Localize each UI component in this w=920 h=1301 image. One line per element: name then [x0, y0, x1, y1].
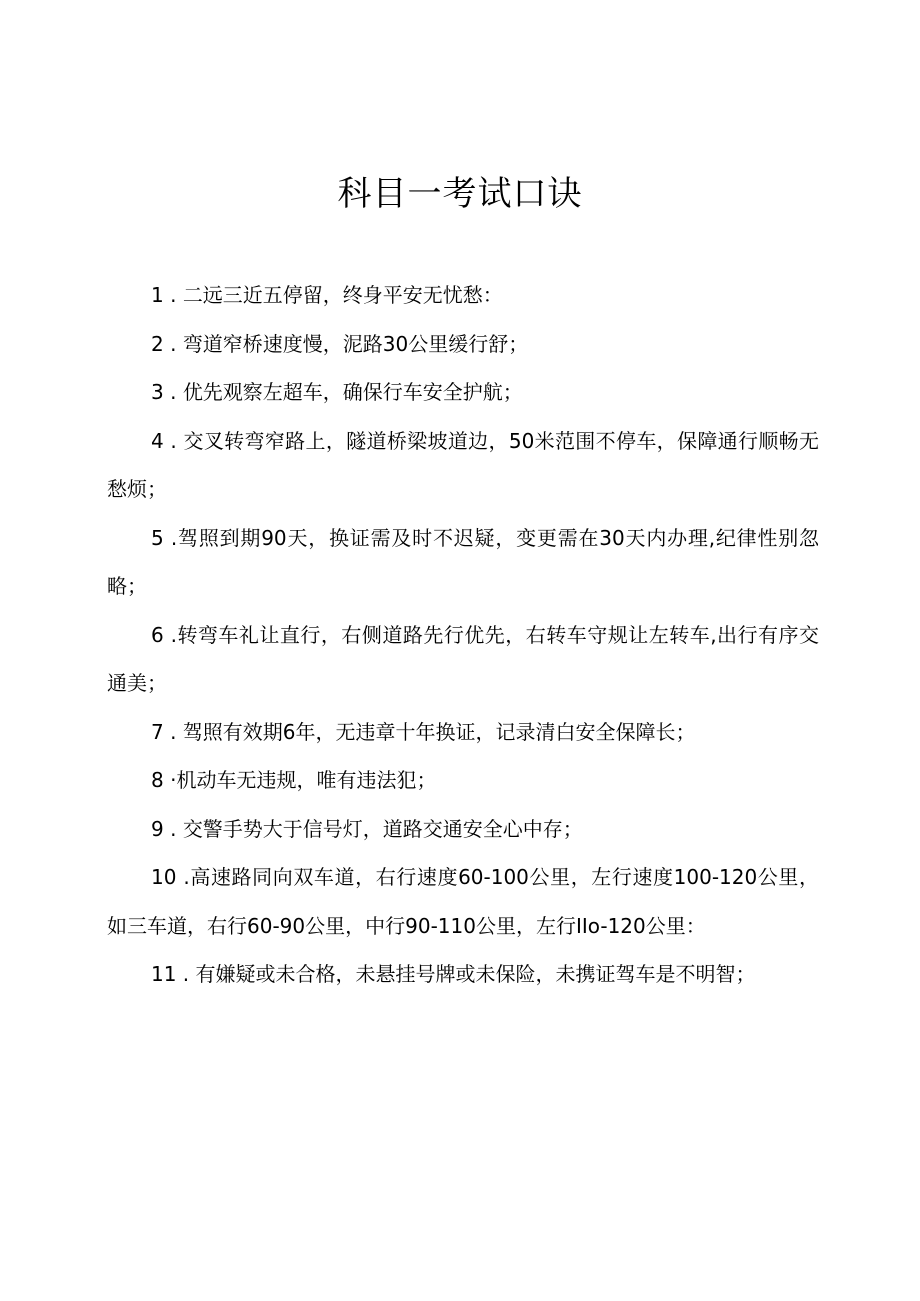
- document-title: 科目一考试口诀: [337, 174, 583, 214]
- list-item: 10 .高速路同向双车道，右行速度60-100公里，左行速度100-120公里，如三车道，右行60-90公里，中行90-110公里，左行IIo-120公里：: [107, 865, 819, 938]
- list-item: 2 . 弯道窄桥速度慢，泥路30公里缓行舒；: [151, 331, 529, 356]
- item-number: 8: [151, 768, 164, 792]
- list-item: 7 . 驾照有效期6年，无违章十年换证，记录清白安全保障长；: [151, 719, 696, 744]
- item-number: 7: [151, 719, 164, 744]
- item-number: 4: [151, 428, 164, 453]
- item-text: 机动车无违规，唯有违法犯；: [176, 768, 437, 792]
- item-number: 2: [151, 331, 164, 356]
- item-text: 转弯车礼让直行，右侧道路先行优先，右转车守规让左转车,出行有序交通美；: [107, 622, 820, 695]
- list-item: 3 . 优先观察左超车，确保行车安全护航；: [151, 380, 523, 404]
- item-text: 优先观察左超车，确保行车安全护航；: [182, 380, 523, 404]
- list-item: 6 .转弯车礼让直行，右侧道路先行优先，右转车守规让左转车,出行有序交通美；: [107, 622, 820, 695]
- item-text: 二远三近五停留，终身平安无忧愁：: [182, 283, 503, 307]
- item-number: 6: [151, 622, 164, 647]
- list-item: 9 . 交警手势大于信号灯，道路交通安全心中存；: [151, 816, 583, 841]
- list-item: 11 . 有嫌疑或未合格，未悬挂号牌或未保险，未携证驾车是不明智；: [151, 962, 756, 986]
- item-number: 9: [151, 816, 164, 841]
- item-text: 弯道窄桥速度慢，泥路30公里缓行舒；: [182, 331, 529, 356]
- mnemonic-list: [107, 271, 819, 999]
- item-number: 10: [151, 865, 177, 889]
- item-text: 驾照有效期6年，无违章十年换证，记录清白安全保障长；: [182, 719, 696, 744]
- item-number: 3: [151, 380, 164, 404]
- item-number: 5: [151, 525, 164, 550]
- item-text: 高速路同向双车道，右行速度60-100公里，左行速度100-120公里，如三车道，右行60-90公里，中行90-110公里，左行IIo-120公里：: [107, 865, 819, 938]
- item-text: 交警手势大于信号灯，道路交通安全心中存；: [182, 816, 583, 841]
- item-text: 有嫌疑或未合格，未悬挂号牌或未保险，未携证驾车是不明智；: [195, 962, 756, 986]
- list-item: 4 . 交叉转弯窄路上，隧道桥梁坡道边，50米范围不停车，保障通行顺畅无愁烦；: [107, 428, 819, 501]
- item-number: 11: [151, 962, 177, 986]
- list-item: 5 .驾照到期90天，换证需及时不迟疑，变更需在30天内办理,纪律性别忽略；: [107, 525, 819, 598]
- item-text: 交叉转弯窄路上，隧道桥梁坡道边，50米范围不停车，保障通行顺畅无愁烦；: [107, 428, 819, 501]
- item-text: 驾照到期90天，换证需及时不迟疑，变更需在30天内办理,纪律性别忽略；: [107, 525, 819, 598]
- list-item: 1 . 二远三近五停留，终身平安无忧愁：: [151, 283, 503, 307]
- item-number: 1: [151, 283, 164, 307]
- list-item: 8 ·机动车无违规，唯有违法犯；: [151, 768, 437, 792]
